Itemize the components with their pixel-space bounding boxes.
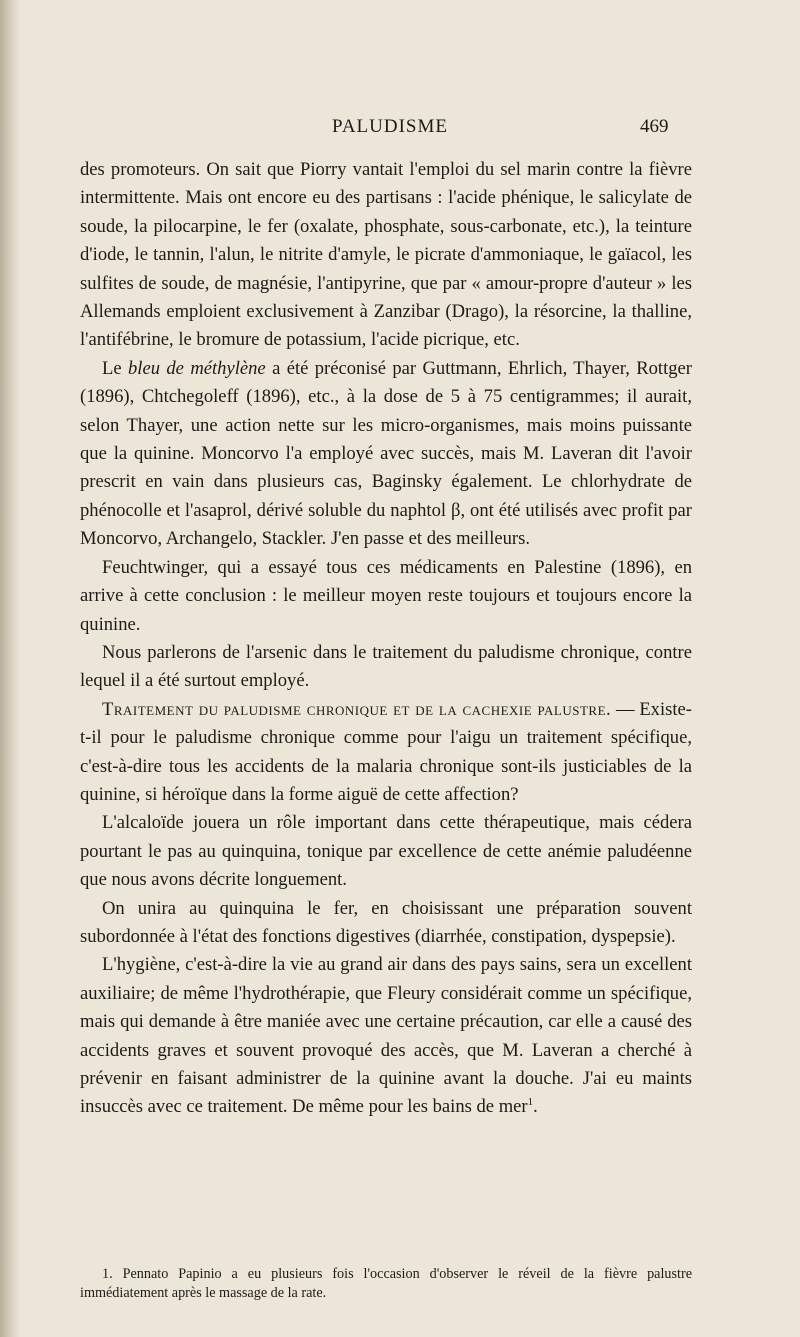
- paragraph-2-rest: a été préconisé par Guttmann, Ehrlich, Thayer, Rottger (1896), Chtchegoleff (1896), etc., à la dose de 5 à 75 centigrammes; il aurait, selon Thayer, une action nette sur les micro-organismes, mais moins puissante que la quinine. Moncorvo l'a employé avec succès, mais M. Laveran dit l'avoir prescrit en vain dans plusieurs cas, Baginsky également. Le chlorhydrate de phénocolle et l'asaprol, dérivé soluble du naphtol β, ont été utilisés avec profit par Moncorvo, Archangelo, Stackler. J'en passe et des meilleurs.: [80, 357, 692, 550]
- page-number: 469: [640, 116, 669, 137]
- paragraph-8-end: .: [533, 1096, 538, 1118]
- paragraph-7: On unira au quinquina le fer, en choisissant une préparation souvent subordonnée à l'état des fonctions digestives (diarrhée, constipation, dyspepsie).: [80, 897, 692, 947]
- paragraph-2-emphasis: bleu de méthylène: [128, 357, 266, 379]
- footnote-reference[interactable]: 1: [527, 1096, 534, 1109]
- paragraph-2: [80, 355, 692, 554]
- paragraph-3: Feuchtwinger, qui a essayé tous ces médicaments en Palestine (1896), en arrive à cette conclusion : le meilleur moyen reste toujours et toujours encore la quinine.: [80, 556, 692, 635]
- book-binding-edge: [0, 0, 20, 1337]
- paragraph-8-text: L'hygiène, c'est-à-dire la vie au grand air dans des pays sains, sera un excellent auxiliaire; de même l'hydrothérapie, que Fleury considérait comme un spécifique, mais qui demande à être maniée avec une certaine précaution, car elle a causé des accidents graves et souvent provoqué des accès, que M. Laveran a cherché à prévenir en faisant administrer de la quinine avant la douche. J'ai eu maints insuccès avec ce traitement. De même pour les bains de mer: [80, 954, 692, 1118]
- running-title: PALUDISME: [332, 116, 448, 137]
- paragraph-8: [80, 951, 692, 1121]
- footnote: 1. Pennato Papinio a eu plusieurs fois l'occasion d'observer le réveil de la fièvre palustre immédiatement après le massage de la rate.: [80, 1266, 692, 1301]
- page-body: [80, 118, 692, 1122]
- paragraph-2-lead: Le: [102, 357, 128, 379]
- section-heading: Traitement du paludisme chronique et de la cachexie palustre.: [102, 698, 612, 720]
- paragraph-5-rest: — Existe-t-il pour le paludisme chronique comme pour l'aigu un traitement spécifique, c'est-à-dire tous les accidents de la malaria chronique sont-ils justiciables de la quinine, si héroïque dans la forme aiguë de cette affection?: [80, 698, 692, 805]
- paragraph-6: L'alcaloïde jouera un rôle important dans cette thérapeutique, mais cédera pourtant le pas au quinquina, tonique par excellence de cette anémie paludéenne que nous avons décrite longuement.: [80, 812, 692, 891]
- paragraph-4: Nous parlerons de l'arsenic dans le traitement du paludisme chronique, contre lequel il a été surtout employé.: [80, 641, 692, 692]
- paragraph-5: [80, 696, 692, 810]
- paragraph-1: des promoteurs. On sait que Piorry vantait l'emploi du sel marin contre la fièvre intermittente. Mais ont encore eu des partisans : l'acide phénique, le salicylate de soude, la pilocarpine, le fer (oxalate, phosphate, sous-carbonate, etc.), la teinture d'iode, le tannin, l'alun, le nitrite d'amyle, le picrate d'ammoniaque, le gaïacol, les sulfites de soude, de magnésie, l'antipyrine, que par « amour-propre d'auteur » les Allemands emploient exclusivement à Zanzibar (Drago), la résorcine, la thalline, l'antifébrine, le bromure de potassium, l'acide picrique, etc.: [80, 159, 692, 351]
